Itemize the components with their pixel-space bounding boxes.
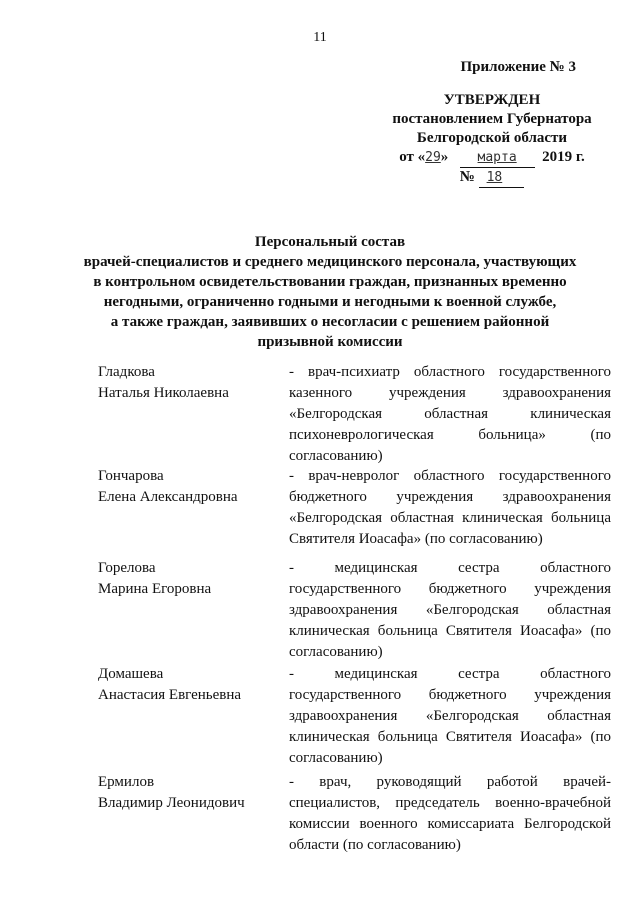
member-surname: Гладкова (98, 364, 155, 380)
member-role: - врач-психиатр областного государственного казенного учреждения здравоохранения «Белгородская областная клиническая психоневрологическая больница» (по согласованию) (289, 364, 611, 464)
approval-block (372, 58, 612, 188)
title-line: Персональный состав (254, 234, 406, 250)
title-line: негодными, ограниченно годными и негодными к военной службе, (103, 294, 557, 310)
member-given-name: Анастасия Евгеньевна (98, 687, 242, 703)
member-given-name: Наталья Николаевна (98, 385, 229, 401)
member-name (98, 558, 278, 600)
approval-authority: постановлением Губернатора (392, 111, 592, 127)
title-line: врачей-специалистов и среднего медицинского персонала, участвующих (83, 254, 577, 270)
member-name (98, 362, 278, 404)
member-surname: Горелова (98, 560, 156, 576)
member-given-name: Елена Александровна (98, 489, 238, 505)
page-number: 11 (313, 30, 327, 45)
member-role: - медицинская сестра областного государственного бюджетного учреждения здравоохранения «Белгородская областная клиническая больница Святителя Иоасафа» (по согласованию) (289, 666, 611, 766)
member-name (98, 664, 278, 706)
member-name (98, 466, 278, 508)
member-surname: Ермилов (98, 774, 155, 790)
member-surname: Домашева (98, 666, 164, 682)
approval-date-month: марта (460, 148, 535, 168)
appendix-label: Приложение № 3 (460, 59, 576, 75)
approval-date: от «29» марта 2019 г. (372, 148, 612, 168)
member-surname: Гончарова (98, 468, 164, 484)
document-title (60, 232, 600, 352)
approval-region: Белгородской области (416, 130, 568, 146)
member-role: - медицинская сестра областного государственного бюджетного учреждения здравоохранения «Белгородская областная клиническая больница Святителя Иоасафа» (по согласованию) (289, 560, 611, 660)
member-name (98, 772, 278, 814)
title-line: призывной комиссии (257, 334, 403, 350)
member-role: - врач, руководящий работой врачей-специалистов, председатель военно-врачебной комиссии военного комиссариата Белгородской области (по согласованию) (289, 774, 611, 853)
approval-date-day: 29 (425, 150, 441, 165)
approval-date-year: 2019 г. (542, 149, 585, 165)
member-role: - врач-невролог областного государственного бюджетного учреждения здравоохранения «Белгородская областная клиническая больница Святителя Иоасафа» (по согласованию) (289, 468, 611, 547)
member-given-name: Марина Егоровна (98, 581, 212, 597)
title-line: в контрольном освидетельствовании граждан, признанных временно (93, 274, 567, 290)
approved-heading: УТВЕРЖДЕН (443, 92, 541, 108)
member-given-name: Владимир Леонидович (98, 795, 245, 811)
approval-number-value: 18 (479, 168, 525, 188)
approval-number: № 18 (372, 168, 612, 188)
title-line: а также граждан, заявивших о несогласии с решением районной (110, 314, 550, 330)
